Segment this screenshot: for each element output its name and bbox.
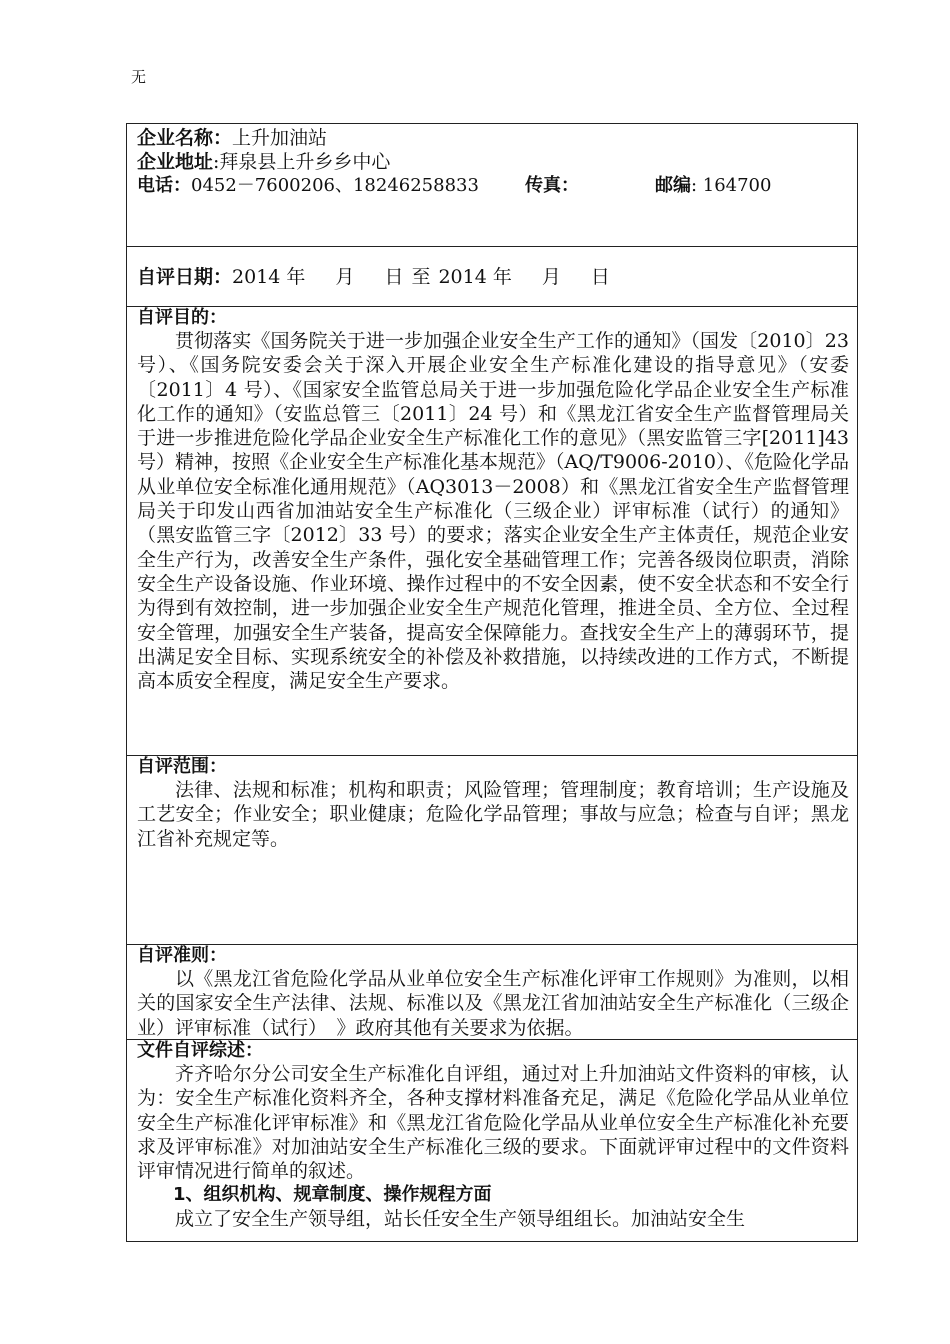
eval-date-year2: 2014 年: [438, 265, 512, 288]
eval-date-year1: 2014 年: [232, 265, 306, 288]
header-note: 无: [131, 68, 147, 86]
company-name-label: 企业名称：: [137, 127, 233, 149]
company-name-value: 上升加油站: [232, 127, 328, 149]
criteria-title: 自评准则：: [137, 945, 227, 966]
company-contact-line: [137, 174, 849, 198]
scope-title: 自评范围：: [137, 756, 227, 777]
criteria-text: 以《黑龙江省危险化学品从业单位安全生产标准化评审工作规则》为准则，以相关的国家安全生产法律、法规、标准以及《黑龙江省加油站安全生产标准化（三级企业）评审标准（试行） 》政府其他有关要求为依据。: [137, 968, 849, 1039]
company-address-line: [137, 150, 849, 174]
phone-value: 0452－7600206、18246258833: [191, 175, 479, 196]
eval-date-to: 至: [411, 265, 431, 288]
eval-date-day2: 日: [590, 265, 610, 288]
phone-label: 电话：: [137, 175, 191, 196]
purpose-row: [127, 307, 857, 756]
purpose-title: 自评目的：: [137, 307, 227, 328]
file-review-subhead: 1、组织机构、规章制度、操作规程方面: [173, 1184, 492, 1206]
file-review-row: [127, 1040, 857, 1241]
eval-date-month1: 月: [335, 265, 355, 288]
company-info-row: [127, 124, 857, 247]
file-review-text2: 成立了安全生产领导组，站长任安全生产领导组组长。加油站安全生: [175, 1208, 746, 1231]
fax-label: 传真：: [524, 175, 579, 196]
scope-row: [127, 756, 857, 945]
scope-text: 法律、法规和标准；机构和职责；风险管理；管理制度；教育培训；生产设施及工艺安全；作业安全；职业健康；危险化学品管理；事故与应急；检查与自评；黑龙江省补充规定等。: [137, 779, 849, 850]
eval-date-label: 自评日期：: [137, 265, 233, 288]
eval-date-day1: 日: [384, 265, 404, 288]
self-evaluation-form: [126, 123, 858, 1242]
postcode-value: : 164700: [690, 175, 772, 196]
company-address-label: 企业地址: [137, 151, 214, 173]
criteria-row: [127, 945, 857, 1040]
file-review-title: 文件自评综述：: [137, 1040, 263, 1061]
eval-date-row: [127, 247, 857, 307]
company-name-line: [137, 126, 849, 150]
purpose-text: 贯彻落实《国务院关于进一步加强企业安全生产工作的通知》（国发〔2010〕23 号）、《国务院安委会关于深入开展企业安全生产标准化建设的指导意见》（安委〔2011〕4 号）、《国家安全监管总局关于进一步加强危险化学品企业安全生产标准化工作的通知》（安监总管三〔2011〕24 号）和《黑龙江省安全生产监督管理局关于进一步推进危险化学品企业安全生产标准化工作的意见》（黑安监管三字[2011]43 号）精神，按照《企业安全生产标准化基本规范》（AQ/T9006-2010）、《危险化学品从业单位安全标准化通用规范》（AQ3013－2008）和《黑龙江省安全生产监督管理局关于印发山西省加油站安全生产标准化（三级企业）评审标准（试行）的通知》（黑安监管三字〔2012〕33 号）的要求；落实企业安全生产主体责任，规范企业安全生产行为，改善安全生产条件，强化安全基础管理工作；完善各级岗位职责，消除安全生产设备设施、作业环境、操作过程中的不安全因素，使不安全状态和不安全行为得到有效控制，进一步加强企业安全生产规范化管理，推进全员、全方位、全过程安全管理，加强安全生产装备，提高安全保障能力。查找安全生产上的薄弱环节，提出满足安全目标、实现系统安全的补偿及补救措施，以持续改进的工作方式，不断提高本质安全程度，满足安全生产要求。: [137, 330, 850, 693]
company-address-value: :拜泉县上升乡乡中心: [213, 151, 391, 173]
file-review-text: 齐齐哈尔分公司安全生产标准化自评组，通过对上升加油站文件资料的审核，认为：安全生产标准化资料齐全，各种支撑材料准备充足，满足《危险化学品从业单位安全生产标准化评审标准》和《黑龙江省危险化学品从业单位安全生产标准化补充要求及评审标准》对加油站安全生产标准化三级的要求。下面就评审过程中的文件资料评审情况进行简单的叙述。: [137, 1063, 849, 1183]
eval-date-month2: 月: [541, 265, 561, 288]
eval-date-line: [137, 265, 610, 289]
postcode-label: 邮编: [654, 175, 691, 196]
